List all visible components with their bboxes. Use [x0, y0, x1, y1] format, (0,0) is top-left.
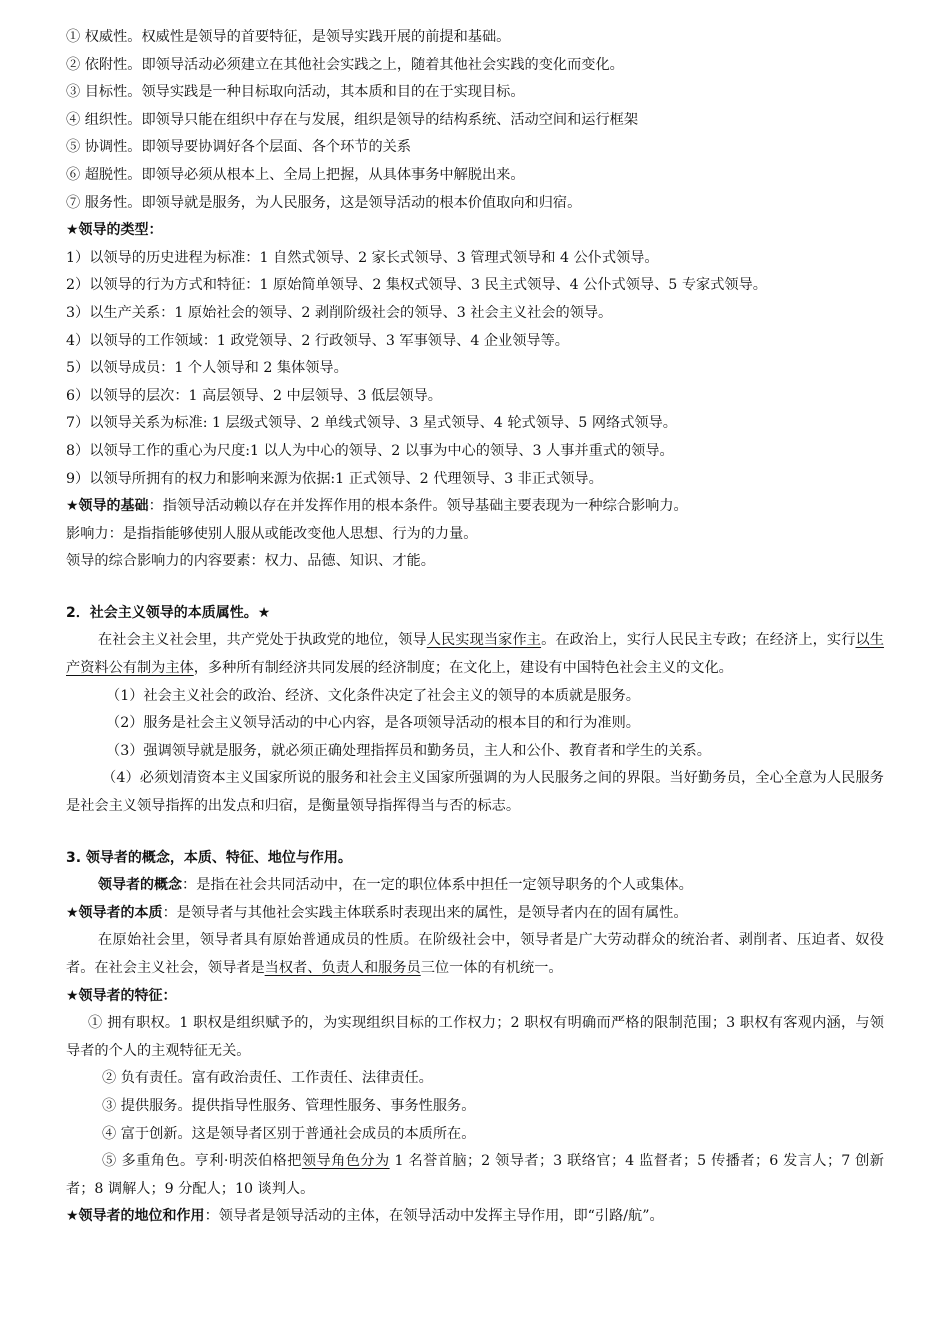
section-gap — [66, 821, 884, 845]
leader-essence-paragraph — [66, 900, 884, 928]
text-run: 在原始社会里，领导者具有原始普通成员的性质。在阶级社会中，领导者是广大劳动群众的统治者、剥削者、压迫者、奴役者。在社会主义社会，领导者是 — [66, 932, 884, 976]
leader-features-heading: ★领导者的特征： — [66, 987, 177, 1004]
leadership-types-heading: ★领导的类型： — [66, 222, 163, 239]
text-run: 。在政治上，实行人民民主专政；在经济上，实行 — [541, 632, 856, 649]
section-2-item: （2）服务是社会主义领导活动的中心内容，是各项领导活动的根本目的和行为准则。 — [106, 715, 640, 732]
type-item: 2）以领导的行为方式和特征：1 原始简单领导、2 集权式领导、3 民主式领导、4 公仆式领导、5 专家式领导。 — [66, 277, 767, 294]
leader-role-label: ★领导者的地位和作用 — [66, 1208, 205, 1225]
trait-item: ⑤ 协调性。即领导要协调好各个层面、各个环节的关系 — [66, 139, 412, 156]
type-item: 8）以领导工作的重心为尺度:1 以人为中心的领导、2 以事为中心的领导、3 人事并重式的领导。 — [66, 442, 674, 459]
leadership-traits-list — [66, 24, 884, 217]
influence-definition: 影响力：是指指能够使别人服从或能改变他人思想、行为的力量。 — [66, 525, 478, 542]
underlined-text: 以生产资料公有制为主体 — [66, 632, 884, 677]
type-item: 9）以领导所拥有的权力和影响来源为依据:1 正式领导、2 代理领导、3 非正式领导。 — [66, 470, 603, 487]
leader-concept-label: 领导者的概念 — [98, 877, 182, 894]
text-run: 在社会主义社会里，共产党处于执政党的地位，领导 — [98, 632, 427, 649]
trait-item: ① 权威性。权威性是领导的首要特征，是领导实践开展的前提和基础。 — [66, 29, 511, 45]
leader-concept-text: ：是指在社会共同活动中，在一定的职位体系中担任一定领导职务的个人或集体。 — [182, 877, 693, 894]
trait-item: ⑥ 超脱性。即领导必须从根本上、全局上把握，从具体事务中解脱出来。 — [66, 166, 525, 183]
type-item: 6）以领导的层次：1 高层领导、2 中层领导、3 低层领导。 — [66, 387, 442, 404]
leadership-basis-text: ：指领导活动赖以存在并发挥作用的根本条件。领导基础主要表现为一种综合影响力。 — [148, 498, 688, 515]
trait-item: ④ 组织性。即领导只能在组织中存在与发展，组织是领导的结构系统、活动空间和运行框架 — [66, 111, 639, 128]
trait-item: ② 依附性。即领导活动必须建立在其他社会实践之上，随着其他社会实践的变化而变化。 — [66, 56, 624, 73]
underlined-text: 人民实现当家作主 — [426, 632, 542, 649]
leader-concept-paragraph — [66, 872, 884, 900]
underlined-text: 当权者、负责人和服务员 — [264, 960, 421, 976]
influence-elements: 领导的综合影响力的内容要素：权力、品德、知识、才能。 — [66, 553, 435, 570]
section-2-intro-paragraph — [66, 627, 884, 682]
type-item: 5）以领导成员：1 个人领导和 2 集体领导。 — [66, 360, 348, 377]
type-item: 4）以领导的工作领域：1 政党领导、2 行政领导、3 军事领导、4 企业领导等。 — [66, 332, 569, 349]
trait-item: ③ 目标性。领导实践是一种目标取向活动，其本质和目的在于实现目标。 — [66, 84, 525, 101]
leader-role-text: ：领导者是领导活动的主体，在领导活动中发挥主导作用，即“引路/航”。 — [204, 1208, 664, 1225]
section-gap — [66, 576, 884, 600]
text-run: ，多种所有制经济共同发展的经济制度；在文化上，建设有中国特色社会主义的文化。 — [193, 660, 733, 677]
leadership-basis-paragraph — [66, 493, 884, 521]
section-2-item: （4）必须划清资本主义国家所说的服务和社会主义国家所强调的为人民服务之间的界限。当好勤务员，全心全意为人民服务是社会主义领导指挥的出发点和归宿，是衡量领导指挥得当与否的标志。 — [66, 770, 884, 815]
section-2-item: （1）社会主义社会的政治、经济、文化条件决定了社会主义的领导的本质就是服务。 — [106, 687, 640, 704]
trait-item: ⑦ 服务性。即领导就是服务，为人民服务，这是领导活动的根本价值取向和归宿。 — [66, 194, 582, 211]
text-run: 三位一体的有机统一。 — [420, 960, 563, 976]
section-2-heading: 2．社会主义领导的本质属性。★ — [66, 604, 271, 621]
section-3-heading: 3. 领导者的概念，本质、特征、地位与作用。 — [66, 849, 352, 866]
leader-feature-item: ④ 富于创新。这是领导者区别于普通社会成员的本质所在。 — [102, 1125, 476, 1142]
type-item: 7）以领导关系为标准: 1 层级式领导、2 单线式领导、3 星式领导、4 轮式领导、5 网络式领导。 — [66, 415, 677, 432]
leadership-types-list — [66, 245, 884, 493]
leader-essence-text: ：是领导者与其他社会实践主体联系时表现出来的属性，是领导者内在的固有属性。 — [162, 904, 688, 921]
section-2-item: （3）强调领导就是服务，就必须正确处理指挥员和勤务员，主人和公仆、教育者和学生的关系。 — [106, 742, 711, 759]
leader-feature-item: ③ 提供服务。提供指导性服务、管理性服务、事务性服务。 — [102, 1097, 476, 1114]
underlined-text: 领导角色分为 — [301, 1153, 390, 1170]
text-run: 1 名誉首脑；2 领导者；3 联络官；4 监督者；5 传播者；6 发言人；7 创新者；8 调解人；9 分配人；10 谈判人。 — [66, 1153, 884, 1197]
leader-society-paragraph — [66, 927, 884, 982]
text-run: ⑤ 多重角色。亨利·明茨伯格把 — [102, 1153, 302, 1170]
leader-feature-item: ① 拥有职权。1 职权是组织赋予的，为实现组织目标的工作权力；2 职权有明确而严格的限制范围；3 职权有客观内涵，与领导者的个人的主观特征无关。 — [66, 1015, 884, 1059]
type-item: 1）以领导的历史进程为标准：1 自然式领导、2 家长式领导、3 管理式领导和 4 公仆式领导。 — [66, 249, 659, 266]
leader-feature-item: ② 负有责任。富有政治责任、工作责任、法律责任。 — [102, 1070, 433, 1087]
leader-feature-item — [66, 1148, 884, 1203]
leadership-basis-label: ★领导的基础 — [66, 498, 149, 515]
type-item: 3）以生产关系：1 原始社会的领导、2 剥削阶级社会的领导、3 社会主义社会的领导。 — [66, 304, 613, 321]
leader-role-paragraph — [66, 1203, 884, 1231]
leader-essence-label: ★领导者的本质 — [66, 904, 163, 921]
